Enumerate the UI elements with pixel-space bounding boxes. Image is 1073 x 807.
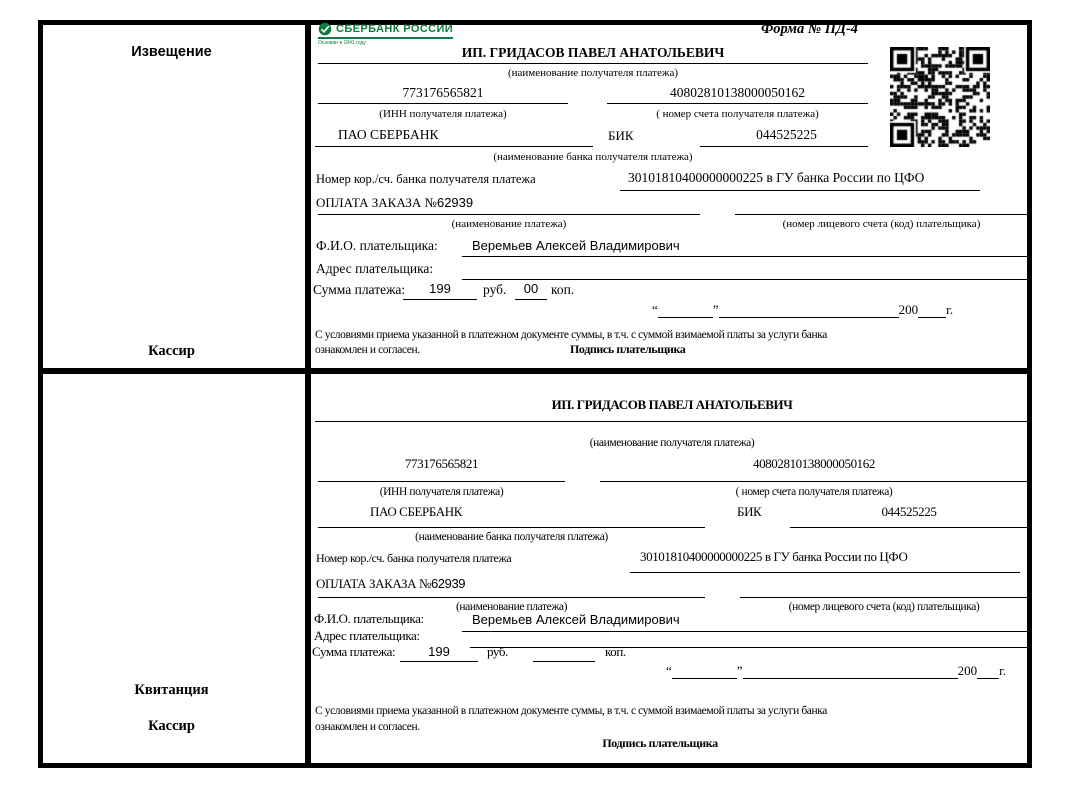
bik-value: 044525225 <box>756 127 817 142</box>
payer-fio-value-2: Веремьев Алексей Владимирович <box>472 612 680 627</box>
quote-open-2: “ <box>666 663 672 678</box>
form-number: Форма № ПД-4 <box>760 21 859 37</box>
bank-caption: (наименование банка получателя платежа) <box>493 151 693 163</box>
account-caption: ( номер счета получателя платежа) <box>656 108 819 120</box>
signature-label-bottom: Подпись плательщика <box>602 736 718 750</box>
bank-underline-2 <box>318 527 705 528</box>
notice-label: Извещение <box>131 44 212 60</box>
recipient-caption-2: (наименование получателя платежа) <box>589 437 755 449</box>
inn-underline-2 <box>318 481 565 482</box>
agreement-line1: С условиями приема указанной в платежном документе суммы, в т.ч. с суммой взимаемой платы за услуги банка <box>315 329 827 341</box>
corr-underline-2 <box>630 572 1020 573</box>
payment-purpose-2 <box>316 577 465 592</box>
rub-label-2: руб. <box>487 644 508 659</box>
amount-rub-underline-2 <box>400 661 478 662</box>
bank-logo-tagline: Основан в 1841 году <box>318 40 366 46</box>
bik-value-2: 044525225 <box>881 504 937 519</box>
payer-fio-value: Веремьев Алексей Владимирович <box>472 238 680 253</box>
kop-label: коп. <box>551 282 575 297</box>
signature-label-top: Подпись плательщика <box>570 342 686 356</box>
kop-label-2: коп. <box>605 644 626 659</box>
payer-fio-label-2: Ф.И.О. плательщика: <box>314 611 424 626</box>
quote-open: “ <box>652 302 658 317</box>
amount-rub-value-2: 199 <box>428 644 450 659</box>
purpose-underline <box>318 214 700 215</box>
order-number-2: 62939 <box>430 576 466 591</box>
order-number: 62939 <box>436 195 474 210</box>
year-prefix-2: 200 <box>957 663 978 678</box>
amount-kop-underline-2 <box>533 661 595 662</box>
recipient-name-2: ИП. ГРИДАСОВ ПАВЕЛ АНАТОЛЬЕВИЧ <box>551 397 793 412</box>
inn-underline <box>318 103 568 104</box>
account-value-2: 40802810138000050162 <box>752 456 875 471</box>
payer-fio-label: Ф.И.О. плательщика: <box>316 238 438 253</box>
bik-label: БИК <box>608 128 634 143</box>
bank-underline <box>315 146 593 147</box>
qr-code <box>890 47 990 147</box>
corr-account-value-2: 30101810400000000225 в ГУ банка России по ЦФО <box>640 549 908 564</box>
sberbank-logo <box>318 22 453 46</box>
bik-underline-2 <box>790 527 1028 528</box>
amount-label: Сумма платежа: <box>313 282 406 297</box>
purpose-underline-2 <box>318 597 705 598</box>
rub-label: руб. <box>483 282 507 297</box>
bank-logo-text: СБЕРБАНК РОССИИ <box>336 23 454 35</box>
cashier-label-top: Кассир <box>148 343 195 359</box>
account-value: 40802810138000050162 <box>670 85 805 100</box>
payer-code-underline-2 <box>740 597 1028 598</box>
payer-fio-underline <box>462 256 1028 257</box>
year-suffix: г. <box>946 302 954 317</box>
inn-caption: (ИНН получателя платежа) <box>379 108 507 120</box>
payer-code-underline <box>735 214 1028 215</box>
corr-account-label: Номер кор./сч. банка получателя платежа <box>316 172 536 186</box>
form-outer-border <box>38 20 1032 768</box>
bik-underline <box>700 146 868 147</box>
quote-close-2: ” <box>736 663 743 678</box>
year-prefix: 200 <box>898 302 919 317</box>
payer-address-label: Адрес плательщика: <box>316 261 434 276</box>
amount-label-2: Сумма платежа: <box>312 644 396 659</box>
agreement-line2-2: ознакомлен и согласен. <box>315 721 420 733</box>
inn-value: 773176565821 <box>402 85 484 100</box>
cashier-label-bottom: Кассир <box>148 718 195 734</box>
recipient-name: ИП. ГРИДАСОВ ПАВЕЛ АНАТОЛЬЕВИЧ <box>461 45 725 60</box>
account-caption-2: ( номер счета получателя платежа) <box>735 486 893 498</box>
amount-rub-underline <box>403 299 477 300</box>
amount-kop-value: 00 <box>523 281 539 296</box>
bik-label-2: БИК <box>737 504 762 519</box>
recipient-underline <box>318 63 868 64</box>
receipt-label: Квитанция <box>134 682 209 698</box>
agreement-line2: ознакомлен и согласен. <box>315 344 420 356</box>
payer-code-caption-2: (номер лицевого счета (код) плательщика) <box>788 601 980 613</box>
purpose-prefix: ОПЛАТА ЗАКАЗА № <box>316 195 437 210</box>
payment-purpose <box>316 196 473 211</box>
bank-name-value-2: ПАО СБЕРБАНК <box>370 504 463 519</box>
column-divider <box>305 20 311 768</box>
purpose-caption-2: (наименование платежа) <box>455 601 568 613</box>
amount-rub-value: 199 <box>429 281 451 296</box>
recipient-caption: (наименование получателя платежа) <box>507 67 679 79</box>
account-underline-2 <box>600 481 1028 482</box>
bank-caption-2: (наименование банка получателя платежа) <box>415 531 608 543</box>
inn-value-2: 773176565821 <box>404 456 479 471</box>
agreement-line1-2: С условиями приема указанной в платежном документе суммы, в т.ч. с суммой взимаемой платы за услуги банка <box>315 705 827 717</box>
payer-address-underline-2 <box>470 647 1028 648</box>
bank-name-value: ПАО СБЕРБАНК <box>338 127 439 142</box>
payer-fio-underline-2 <box>462 631 1028 632</box>
purpose-caption: (наименование платежа) <box>451 218 567 230</box>
payer-address-underline <box>462 279 1028 280</box>
year-suffix-2: г. <box>999 663 1007 678</box>
purpose-prefix-2: ОПЛАТА ЗАКАЗА № <box>316 576 431 591</box>
date-line-2 <box>666 664 1006 679</box>
quote-close: ” <box>712 302 719 317</box>
date-line <box>652 303 953 318</box>
corr-account-label-2: Номер кор./сч. банка получателя платежа <box>316 551 512 565</box>
account-underline <box>607 103 868 104</box>
sberbank-emblem-icon <box>318 22 332 36</box>
corr-account-value: 30101810400000000225 в ГУ банка России по ЦФО <box>628 170 925 185</box>
payer-address-label-2: Адрес плательщика: <box>314 628 420 643</box>
amount-kop-underline <box>515 299 547 300</box>
inn-caption-2: (ИНН получателя платежа) <box>379 486 504 498</box>
payer-code-caption: (номер лицевого счета (код) плательщика) <box>782 218 981 230</box>
recipient-underline-2 <box>315 421 1028 422</box>
corr-underline <box>620 190 980 191</box>
section-divider <box>38 368 1032 374</box>
